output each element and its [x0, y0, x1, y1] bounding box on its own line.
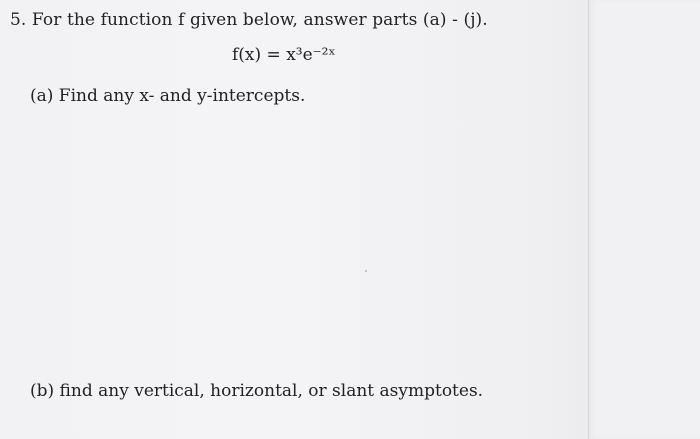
part-a-prompt: (a) Find any x- and y-intercepts.: [30, 86, 306, 106]
paper-speck: [365, 270, 367, 272]
function-formula: [232, 45, 336, 65]
formula-text: f(x) = x³e⁻²ˣ: [232, 45, 336, 65]
right-margin-panel: [588, 0, 700, 439]
part-b-prompt: (b) find any vertical, horizontal, or slant asymptotes.: [30, 381, 484, 401]
question-title: 5. For the function f given below, answer parts (a) - (j).: [10, 10, 488, 30]
